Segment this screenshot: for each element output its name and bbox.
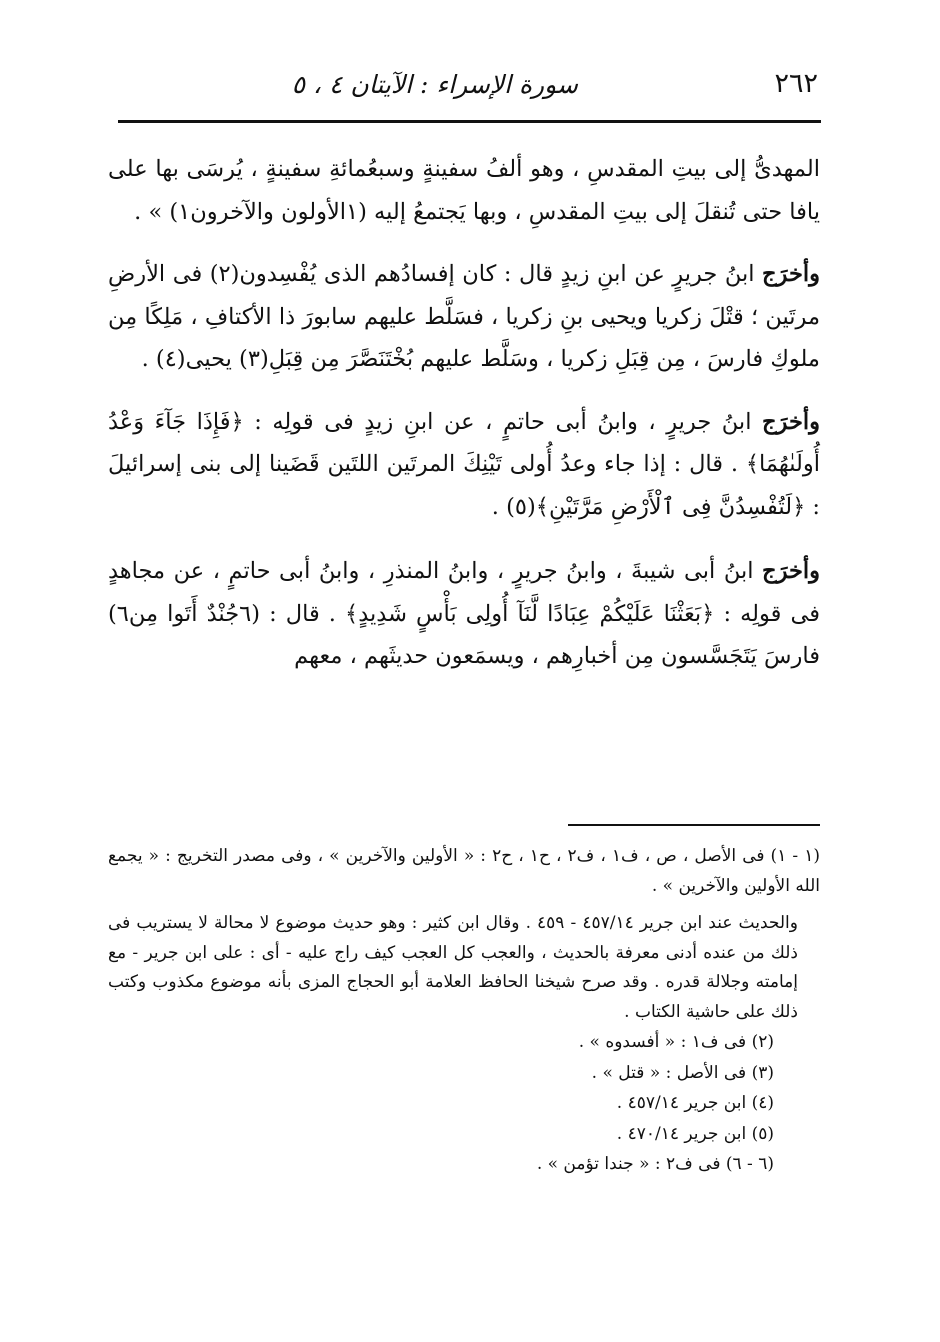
- paragraph-4-text: ابنُ أبى شيبةَ ، وابنُ جريرٍ ، وابنُ المنذرِ ، وابنُ أبى حاتمٍ ، عن مجاهدٍ فى قولِه : ﴿بَعَثْنَا عَلَيْكُمْ عِبَادًا لَّنَآ أُولِى بَأْسٍ شَدِيدٍ﴾ . قال : (٦جُنْدٌ أَتَوا مِن٦) فارسَ يَتَجَسَّسون مِن أخبارِهم ، ويسمَعون حديثَهم ، معهم: [108, 558, 821, 669]
- footnote-1: (١ - ١) فى الأصل ، ص ، ف١ ، ف٢ ، ح١ ، ح٢ : « الأولين والآخرين » ، وفى مصدر التخريج : « يجمع الله الأولين والآخرين » .: [108, 846, 820, 896]
- paragraph-3-text: ابنُ جريرٍ ، وابنُ أبى حاتمٍ ، عن ابنِ زيدٍ فى قولِه : ﴿فَإِذَا جَآءَ وَعْدُ أُولَىٰهُمَا﴾ . قال : إذا جاء وعدُ أُولى تَيْنِكَ المرتَين اللتَين قَضَينا إلى بنى إسرائيلَ : ﴿لَتُفْسِدُنَّ فِى ٱلْأَرْضِ مَرَّتَيْنِ﴾(٥) .: [108, 408, 820, 520]
- paragraph-lead-word: وأخرَج: [762, 558, 821, 584]
- footnote-1-commentary: والحديث عند ابن جرير ٤٥٧/١٤ - ٤٥٩ . وقال ابن كثير : وهو حديث موضوع لا محالة لا يستريب فى ذلك من عنده أدنى معرفة بالحديث ، والعجب كل العجب كيف راج عليه - أى : على ابن جرير - مع إمامته وجلالة قدره . وقد صرح شيخنا الحافظ العلامة أبو الحجاج المزى بأنه موضوع مكذوب وكتب ذلك على حاشية الكتاب .: [108, 913, 798, 1022]
- footnote-4: (٤) ابن جرير ٤٥٧/١٤ .: [616, 1093, 774, 1113]
- paragraph-lead-word: وأخرَج: [762, 408, 820, 435]
- running-head: سورة الإسراء : الآيتان ٤ ، ٥: [291, 70, 578, 99]
- footnote-rule: [568, 824, 820, 826]
- footnote-6: (٦ - ٦) فى ف٢ : « جندا تؤمن » .: [536, 1154, 774, 1174]
- footnote-2: (٢) فى ف١ : « أفسدوه » .: [578, 1032, 774, 1052]
- paragraph-1: المهدىُّ إلى بيتِ المقدسِ ، وهو ألفُ سفينةٍ وسبعُمائةِ سفينةٍ ، يُرسَى بها على يافا حتى تُنقلَ إلى بيتِ المقدسِ ، وبها يَجتمعُ إليه (١الأولون والآخرون١) » .: [108, 156, 820, 225]
- paragraph-lead-word: وأخرَج: [762, 261, 820, 287]
- paragraph-3: [108, 401, 820, 529]
- paragraph-2: [108, 253, 820, 381]
- page-number: ٢٦٢: [774, 68, 818, 99]
- header-rule: [118, 120, 821, 123]
- footnote-3: (٣) فى الأصل : « قتل » .: [591, 1062, 774, 1083]
- main-text: [108, 148, 820, 678]
- footnote-5: (٥) ابن جرير ٤٧٠/١٤ .: [616, 1123, 774, 1144]
- paragraph-4: [108, 550, 820, 678]
- paragraph-2-text: ابنُ جريرٍ عن ابنِ زيدٍ قال : كان إفسادُهم الذى يُفْسِدون(٢) فى الأرضِ مرتَين ؛ قتْلَ زكريا ويحيى بنِ زكريا ، فسَلَّط عليهم سابورَ ذا الأكتافِ ، مَلِكًا مِن ملوكِ فارسَ ، مِن قِبَلِ زكريا ، وسَلَّط عليهم بُخْتَنَصَّرَ مِن قِبَلِ(٣) يحيى(٤) .: [108, 261, 820, 372]
- footnotes: [108, 842, 820, 1180]
- page-header: [118, 62, 818, 112]
